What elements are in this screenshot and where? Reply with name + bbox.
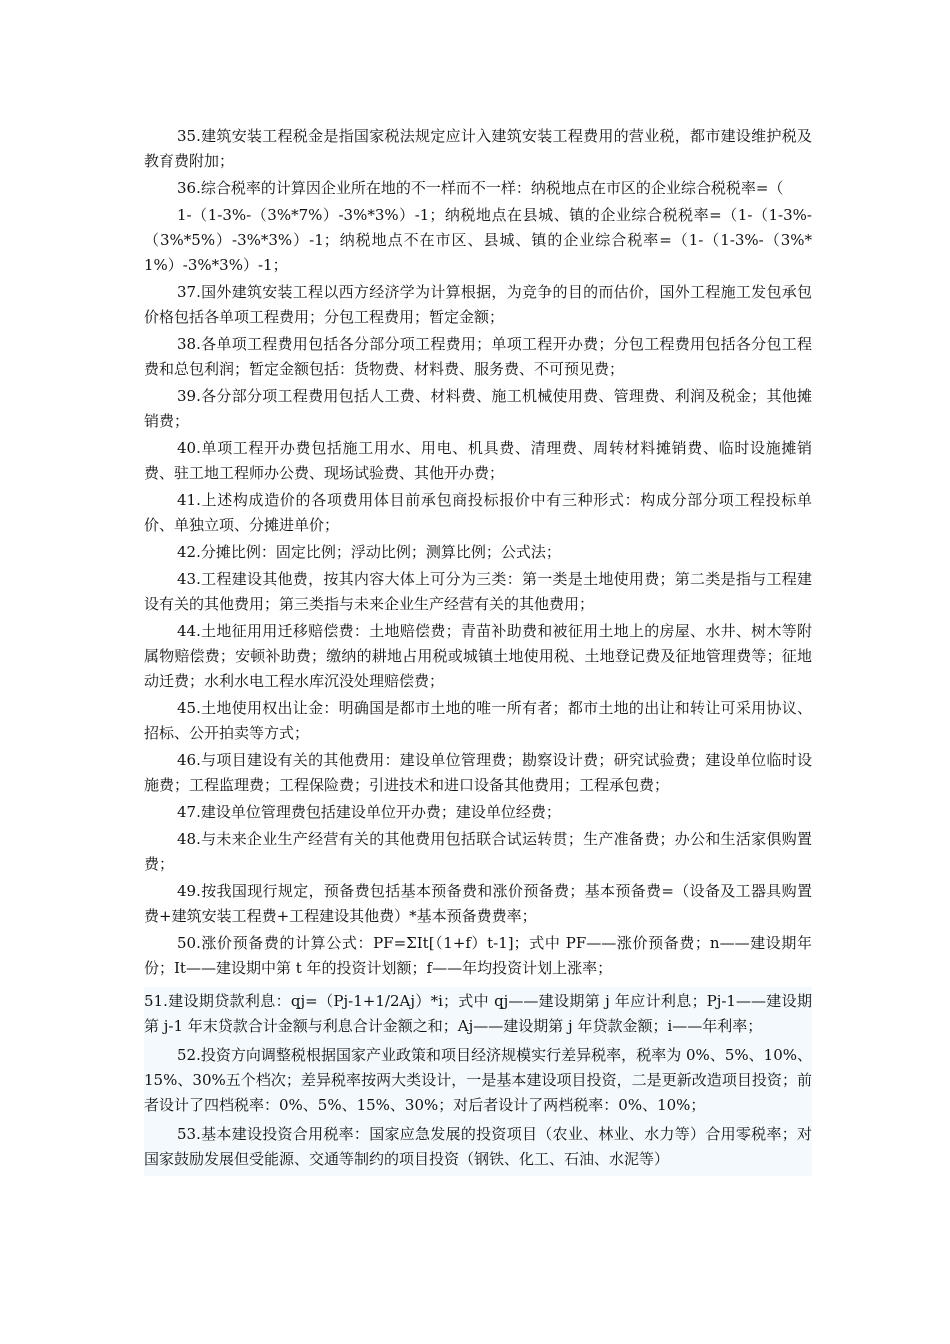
paragraph-41: 41.上述构成造价的各项费用体目前承包商投标报价中有三种形式：构成分部分项工程投标单价、单独立项、分摊进单价； bbox=[144, 491, 812, 534]
paragraph-53: 53.基本建设投资合用税率：国家应急发展的投资项目（农业、林业、水力等）合用零税率；对国家鼓励发展但受能源、交通等制约的项目投资（钢铁、化工、石油、水泥等） bbox=[144, 1125, 812, 1168]
paragraph-48: 48.与未来企业生产经营有关的其他费用包括联合试运转贯；生产准备费；办公和生活家俱购置费； bbox=[144, 830, 812, 873]
paragraph-49: 49.按我国现行规定，预备费包括基本预备费和涨价预备费；基本预备费=（设备及工器具购置费+建筑安装工程费+工程建设其他费）*基本预备费费率； bbox=[144, 882, 812, 925]
paragraph-42: 42.分摊比例：固定比例；浮动比例；测算比例；公式法； bbox=[177, 543, 561, 561]
paragraph-39: 39.各分部分项工程费用包括人工费、材料费、施工机械使用费、管理费、利润及税金；其他摊销费； bbox=[144, 387, 812, 430]
paragraph-43: 43.工程建设其他费，按其内容大体上可分为三类：第一类是土地使用费；第二类是指与工程建设有关的其他费用；第三类指与未来企业生产经营有关的其他费用； bbox=[144, 570, 812, 613]
paragraph-51: 51.建设期贷款利息：qj=（Pj-1+1/2Aj）*i；式中 qj——建设期第 j 年应计利息；Pj-1——建设期第 j-1 年末贷款合计金额与利息合计金额之和；Aj——建设期第 j 年贷款金额；i——年利率； bbox=[144, 992, 812, 1035]
paragraph-45: 45.土地使用权出让金：明确国是都市土地的唯一所有者；都市土地的出让和转让可采用协议、招标、公开拍卖等方式； bbox=[144, 699, 812, 742]
paragraph-36: 36.综合税率的计算因企业所在地的不一样而不一样：纳税地点在市区的企业综合税税率=（ bbox=[177, 179, 784, 197]
paragraph-35: 35.建筑安装工程税金是指国家税法规定应计入建筑安装工程费用的营业税，都市建设维护税及教育费附加； bbox=[144, 127, 812, 170]
paragraph-44: 44.土地征用用迁移赔偿费：土地赔偿费；青苗补助费和被征用土地上的房屋、水井、树木等附属物赔偿费；安顿补助费；缴纳的耕地占用税或城镇土地使用税、土地登记费及征地管理费等；征地动迁费；水利水电工程水库沉没处理赔偿费； bbox=[144, 622, 812, 690]
paragraph-37: 37.国外建筑安装工程以西方经济学为计算根据，为竞争的目的而估价，国外工程施工发包承包价格包括各单项工程费用；分包工程费用；暂定金额； bbox=[144, 283, 812, 326]
paragraph-50: 50.涨价预备费的计算公式：PF=ΣIt[（1+f）t-1]；式中 PF——涨价预备费；n——建设期年份；It——建设期中第 t 年的投资计划额；f——年均投资计划上涨率； bbox=[144, 934, 812, 977]
document-page bbox=[144, 124, 812, 1176]
paragraph-38: 38.各单项工程费用包括各分部分项工程费用；单项工程开办费；分包工程费用包括各分包工程费和总包利润；暂定金额包括：货物费、材料费、服务费、不可预见费； bbox=[144, 335, 812, 378]
shaded-section bbox=[144, 987, 812, 1176]
paragraph-52: 52.投资方向调整税根据国家产业政策和项目经济规模实行差异税率，税率为 0%、5%、10%、15%、30%五个档次；差异税率按两大类设计，一是基本建设项目投资，二是更新改造项目投资；前者设计了四档税率：0%、5%、15%、30%；对后者设计了两档税率：0%、10%； bbox=[144, 1046, 812, 1114]
paragraph-46: 46.与项目建设有关的其他费用：建设单位管理费；勘察设计费；研究试验费；建设单位临时设施费；工程监理费；工程保险费；引进技术和进口设备其他费用；工程承包费； bbox=[144, 751, 812, 794]
paragraph-40: 40.单项工程开办费包括施工用水、用电、机具费、清理费、周转材料摊销费、临时设施摊销费、驻工地工程师办公费、现场试验费、其他开办费； bbox=[144, 439, 812, 482]
paragraph-47: 47.建设单位管理费包括建设单位开办费；建设单位经费； bbox=[177, 803, 561, 821]
paragraph-36-formula: 1-（1-3%-（3%*7%）-3%*3%）-1；纳税地点在县城、镇的企业综合税税率=（1-（1-3%-（3%*5%）-3%*3%）-1；纳税地点不在市区、县城、镇的企业综合税率=（1-（1-3%-（3%*1%）-3%*3%）-1； bbox=[144, 206, 812, 274]
